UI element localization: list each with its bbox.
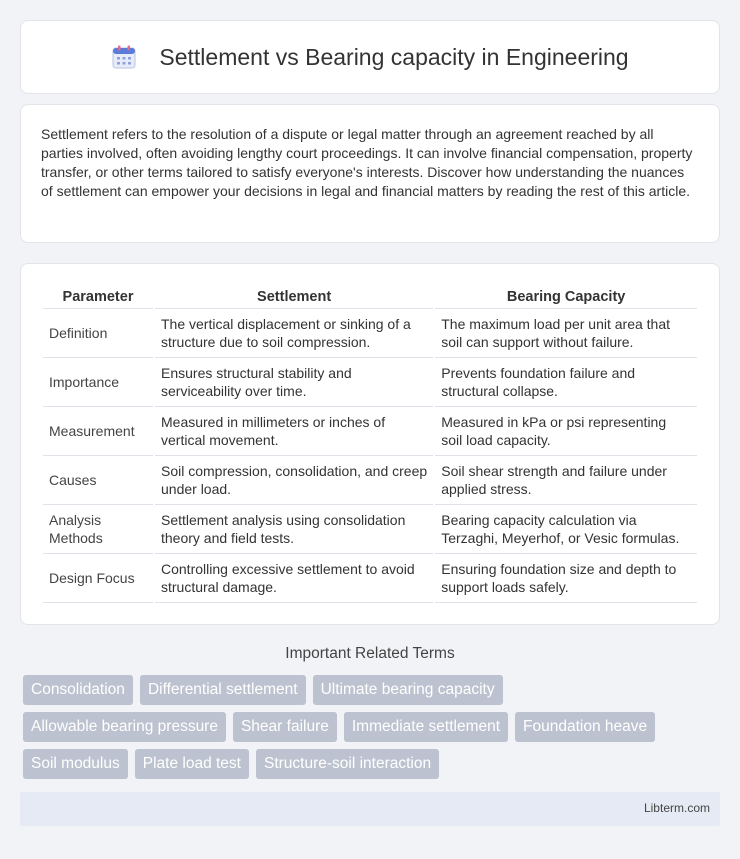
related-term-tag[interactable]: Shear failure bbox=[233, 712, 337, 742]
row-parameter: Measurement bbox=[43, 406, 153, 455]
row-settlement: Ensures structural stability and serviceability over time. bbox=[155, 357, 433, 406]
related-term-tag[interactable]: Plate load test bbox=[135, 749, 249, 779]
header-settlement: Settlement bbox=[257, 289, 332, 305]
row-parameter: Definition bbox=[43, 308, 153, 357]
related-term-tag[interactable]: Soil modulus bbox=[23, 749, 128, 779]
page-title: Settlement vs Bearing capacity in Engineering bbox=[159, 43, 629, 70]
related-terms-title: Important Related Terms bbox=[285, 645, 455, 662]
footer-site-link[interactable]: Libterm.com bbox=[643, 801, 710, 815]
row-settlement: Soil compression, consolidation, and creep under load. bbox=[155, 455, 433, 504]
header-bearing-capacity: Bearing Capacity bbox=[506, 289, 626, 305]
table-row bbox=[43, 455, 697, 504]
table-row bbox=[43, 504, 697, 553]
row-settlement: Measured in millimeters or inches of vertical movement. bbox=[155, 406, 433, 455]
table-row bbox=[43, 553, 697, 603]
comparison-table bbox=[41, 284, 699, 603]
row-bearing-capacity: Soil shear strength and failure under applied stress. bbox=[435, 455, 697, 504]
table-header-row bbox=[43, 284, 697, 308]
footer bbox=[20, 792, 720, 826]
related-term-tag[interactable]: Ultimate bearing capacity bbox=[313, 675, 503, 705]
row-settlement: Settlement analysis using consolidation theory and field tests. bbox=[155, 504, 433, 553]
table-row bbox=[43, 406, 697, 455]
row-parameter: Causes bbox=[43, 455, 153, 504]
intro-card bbox=[20, 104, 720, 243]
related-term-tag[interactable]: Foundation heave bbox=[515, 712, 655, 742]
title-card bbox=[20, 20, 720, 94]
intro-text: Settlement refers to the resolution of a dispute or legal matter through an agreement reached by all parties involved, often avoiding lengthy court proceedings. It can involve financial compensation, property transfer, or other terms tailored to satisfy everyone's interests. Discover how understanding the nuances of settlement can empower your decisions in legal and financial matters by reading the rest of this article. bbox=[41, 126, 693, 199]
related-term-tag[interactable]: Allowable bearing pressure bbox=[23, 712, 226, 742]
related-term-tag[interactable]: Differential settlement bbox=[140, 675, 306, 705]
table-row bbox=[43, 357, 697, 406]
row-parameter: Design Focus bbox=[43, 553, 153, 603]
related-term-tag[interactable]: Immediate settlement bbox=[344, 712, 508, 742]
header-parameter: Parameter bbox=[62, 289, 134, 305]
related-terms-list bbox=[20, 675, 700, 779]
calendar-icon bbox=[111, 44, 137, 70]
row-settlement: Controlling excessive settlement to avoid structural damage. bbox=[155, 553, 433, 603]
row-settlement: The vertical displacement or sinking of a structure due to soil compression. bbox=[155, 308, 433, 357]
table-row bbox=[43, 308, 697, 357]
comparison-table-card bbox=[20, 263, 720, 625]
row-bearing-capacity: The maximum load per unit area that soil can support without failure. bbox=[435, 308, 697, 357]
related-term-tag[interactable]: Structure-soil interaction bbox=[256, 749, 439, 779]
related-term-tag[interactable]: Consolidation bbox=[23, 675, 133, 705]
row-bearing-capacity: Measured in kPa or psi representing soil load capacity. bbox=[435, 406, 697, 455]
row-bearing-capacity: Ensuring foundation size and depth to support loads safely. bbox=[435, 553, 697, 603]
row-bearing-capacity: Prevents foundation failure and structural collapse. bbox=[435, 357, 697, 406]
row-parameter: Importance bbox=[43, 357, 153, 406]
row-bearing-capacity: Bearing capacity calculation via Terzaghi, Meyerhof, or Vesic formulas. bbox=[435, 504, 697, 553]
row-parameter: Analysis Methods bbox=[43, 504, 153, 553]
